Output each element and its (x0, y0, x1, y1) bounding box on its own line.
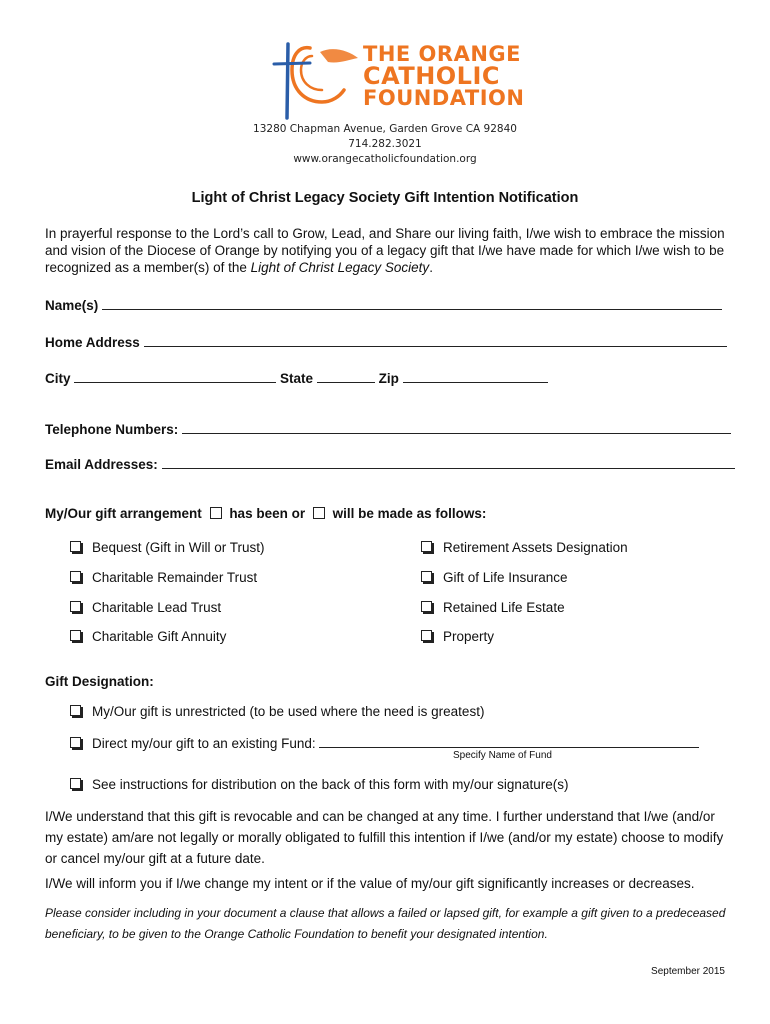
gift-option-remainder-trust[interactable] (70, 570, 257, 585)
zip-label: Zip (378, 371, 399, 386)
revocable-paragraph: I/We understand that this gift is revocable and can be changed at any time. I further understand that I/we (and/or my estate) am/are not legally or morally obligated to fulfill this intention if I/we (and/or my estate) choose to modify or cancel my/our gift at a future date. (45, 809, 724, 866)
gift-option-label: Bequest (Gift in Will or Trust) (92, 540, 265, 555)
gift-option-lead-trust[interactable] (70, 600, 221, 615)
designation-unrestricted[interactable] (70, 704, 484, 719)
gift-option-property[interactable] (421, 629, 494, 644)
gift-option-bequest[interactable] (70, 540, 265, 555)
email-label: Email Addresses: (45, 457, 158, 472)
checkbox-icon[interactable] (421, 541, 432, 552)
names-field[interactable] (45, 297, 722, 313)
gift-option-label: Retirement Assets Designation (443, 540, 628, 555)
checkbox-icon[interactable] (421, 571, 432, 582)
telephone-input-line[interactable] (182, 421, 731, 434)
designation-instructions-label: See instructions for distribution on the back of this form with my/our signature(s) (92, 777, 569, 792)
foundation-logo-text (363, 43, 524, 109)
gift-option-life-insurance[interactable] (421, 570, 568, 585)
gift-option-label: Gift of Life Insurance (443, 570, 568, 585)
intro-end: . (429, 260, 433, 275)
intro-text: In prayerful response to the Lord’s call to Grow, Lead, and Share our living faith, I/we wish to embrace the mission and vision of the Diocese of Orange by notifying you of a legacy gift that I/we have made for which I/we wish to be recognized as a member(s) of the (45, 226, 725, 275)
fund-name-input-line[interactable] (319, 735, 699, 748)
inform-paragraph: I/We will inform you if I/we change my intent or if the value of my/our gift significantly increases or decreases. (45, 876, 695, 891)
checkbox-icon[interactable] (421, 630, 432, 641)
logo-line-2: CATHOLIC (363, 62, 501, 90)
consider-note: Please consider including in your document a clause that allows a failed or lapsed gift, for example a gift given to a predeceased beneficiary, to be given to the Orange Catholic Foundation to benefit your designated intention. (45, 906, 726, 941)
logo-line-1: THE ORANGE (363, 42, 521, 66)
specify-fund-caption: Specify Name of Fund (453, 750, 552, 761)
form-date: September 2015 (651, 966, 725, 977)
designation-instructions[interactable] (70, 777, 568, 792)
page-title: Light of Christ Legacy Society Gift Intention Notification (191, 190, 579, 206)
checkbox-icon[interactable] (70, 630, 81, 641)
email-field[interactable] (45, 456, 735, 472)
checkbox-icon[interactable] (70, 737, 81, 748)
will-be-checkbox[interactable] (313, 507, 325, 519)
state-label: State (280, 371, 314, 386)
city-label: City (45, 371, 71, 386)
gift-option-gift-annuity[interactable] (70, 629, 226, 644)
names-input-line[interactable] (102, 297, 722, 310)
checkbox-icon[interactable] (70, 601, 81, 612)
checkbox-icon[interactable] (70, 571, 81, 582)
email-input-line[interactable] (162, 456, 735, 469)
foundation-logo-icon (270, 40, 360, 120)
logo-line-3: FOUNDATION (363, 86, 525, 110)
city-input-line[interactable] (74, 370, 276, 383)
city-state-zip-row (45, 370, 548, 386)
has-been-checkbox[interactable] (210, 507, 222, 519)
has-been-label: has been or (229, 506, 306, 521)
arrangement-prefix: My/Our gift arrangement (45, 506, 202, 521)
gift-option-retirement-assets[interactable] (421, 540, 628, 555)
telephone-field[interactable] (45, 421, 731, 437)
designation-unrestricted-label: My/Our gift is unrestricted (to be used where the need is greatest) (92, 704, 485, 719)
gift-option-label: Retained Life Estate (443, 600, 565, 615)
home-address-field[interactable] (45, 334, 727, 350)
gift-option-label: Charitable Gift Annuity (92, 629, 227, 644)
gift-option-life-estate[interactable] (421, 600, 565, 615)
society-name: Light of Christ Legacy Society (250, 260, 430, 275)
names-label: Name(s) (45, 298, 99, 313)
gift-option-label: Property (443, 629, 495, 644)
checkbox-icon[interactable] (70, 705, 81, 716)
checkbox-icon[interactable] (70, 778, 81, 789)
checkbox-icon[interactable] (70, 541, 81, 552)
arrangement-row (45, 506, 486, 521)
telephone-label: Telephone Numbers: (45, 422, 179, 437)
designation-existing-fund[interactable] (70, 735, 699, 751)
gift-option-label: Charitable Lead Trust (92, 600, 222, 615)
street-address: 13280 Chapman Avenue, Garden Grove CA 92840 (253, 123, 517, 135)
intro-paragraph (45, 225, 735, 276)
will-be-label: will be made as follows: (332, 506, 487, 521)
phone-number: 714.282.3021 (348, 138, 422, 150)
home-address-input-line[interactable] (144, 334, 727, 347)
address-block (0, 122, 770, 167)
checkbox-icon[interactable] (421, 601, 432, 612)
website: www.orangecatholicfoundation.org (293, 153, 477, 165)
designation-fund-label: Direct my/our gift to an existing Fund: (92, 736, 316, 751)
state-input-line[interactable] (317, 370, 375, 383)
gift-designation-heading: Gift Designation: (45, 674, 154, 689)
zip-input-line[interactable] (403, 370, 548, 383)
home-address-label: Home Address (45, 335, 140, 350)
gift-option-label: Charitable Remainder Trust (92, 570, 258, 585)
